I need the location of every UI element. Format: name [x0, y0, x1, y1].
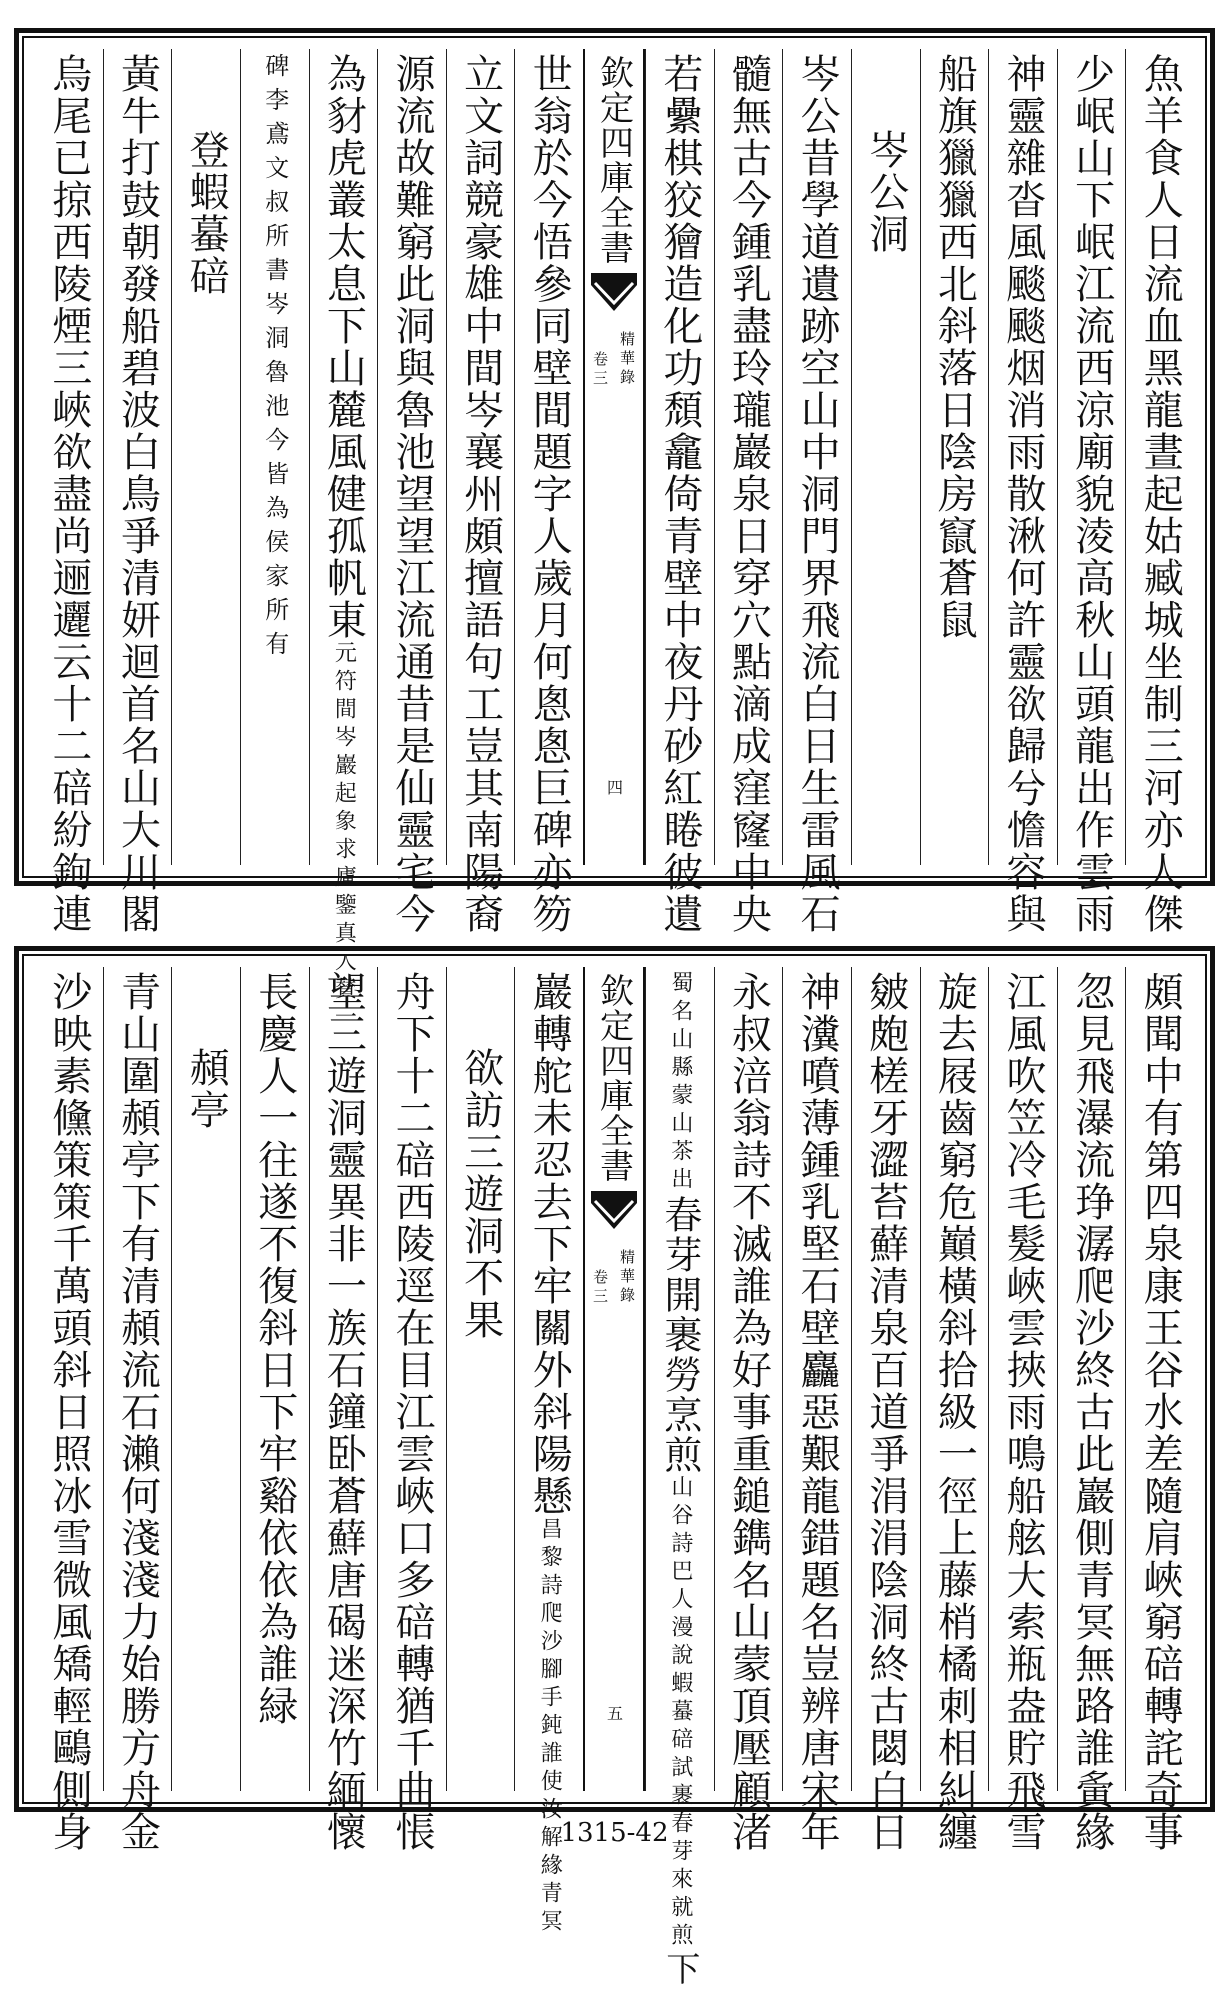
text-column: 烏尾已掠西陵煙三峽欲盡尚逦邐云十二碚紛鉤連 — [45, 53, 92, 935]
annotation-column: 碑李鳶文叔所書岑洞魯池今皆為侯家所有 — [240, 49, 309, 865]
text-column: 神靈雜沓風颷颷烟消雨散湫何許靈欲歸兮憺容與 — [988, 49, 1057, 865]
text-column: 江風吹笠冷毛髮峽雲挾雨鳴船舷大索瓶盎貯飛雪 — [988, 967, 1057, 1791]
text-column: 旋去屐齒窮危巔橫斜拾級一徑上藤梢橘刺相糾纏 — [920, 967, 989, 1791]
text-column: 髓無古今鍾乳盡玲瓏巖泉日穿穴點滴成窪窿中央 — [714, 49, 783, 865]
poem-title: 岑公洞 — [851, 49, 920, 865]
page-number: 五 — [604, 1705, 624, 1721]
annotation: 蜀名山縣蒙山茶出 — [667, 971, 693, 1195]
text-column: 岑公昔學道遺跡空山中洞門界飛流白日生雷風石 — [782, 49, 851, 865]
text-column: 少岷山下岷江流西涼廟貌淩高秋山頭龍出作雲雨 — [1057, 49, 1126, 865]
text-column: 若纍棋狡獪造化功頹龕倚青壁中夜丹砂紅睠彼遺 — [645, 49, 714, 865]
annotation: 昌黎詩爬沙腳手鈍誰使汝解緣青冥 — [537, 1517, 563, 1937]
annotation: 元符間岑巖起象求廬鑒真人賛一 — [331, 641, 357, 1033]
text-column: 神瀵噴薄鍾乳堅石壁麤惡艱龍錯題名豈辨唐宋年 — [782, 967, 851, 1791]
poem-title: 欲訪三遊洞不果 — [446, 967, 515, 1791]
book-series-title: 欽定四庫全書 — [593, 55, 634, 265]
book-title: 精華錄 — [618, 331, 636, 388]
text-column: 魚羊食人日流血黑龍晝起姑臧城坐制三河亦人傑 — [1125, 49, 1194, 865]
text-column: 長慶人一往遂不復斜日下牢谿依依為誰緑 — [240, 967, 309, 1791]
mixed-column: 巖轉舵未忍去下牢關外斜陽懸昌黎詩爬沙腳手鈍誰使汝解緣青冥 — [514, 967, 583, 1791]
fishtail-mark-icon — [589, 1189, 639, 1235]
poem-title: 頳亭 — [171, 967, 240, 1791]
text-column: 為豺虎叢太息下山麓風健孤帆東元符間岑巖起象求廬鑒真人賛一 — [309, 49, 378, 865]
page-center-column — [583, 967, 645, 1791]
text-column: 黃牛打鼓朝發船碧波白鳥爭清妍迴首名山大川閣 — [103, 49, 172, 865]
book-series-title: 欽定四庫全書 — [593, 973, 634, 1183]
page-number: 四 — [604, 779, 624, 795]
text-column: 源流故難窮此洞與魯池望望江流通昔是仙靈宅今 — [377, 49, 446, 865]
text-column: 青山圍頳亭下有清頳流石瀨何淺淺力始勝方舟金 — [103, 967, 172, 1791]
text-column: 望三遊洞靈異非一族石鐘卧蒼蘚唐碣迷深竹緬懷 — [309, 967, 378, 1791]
text-column: 船旗獵獵西北斜落日陰房竄蒼鼠 — [920, 49, 989, 865]
book-title: 精華錄 — [618, 1249, 636, 1306]
page-footer-number: 1315-42 — [560, 1818, 669, 1848]
mixed-column: 蜀名山縣蒙山茶出春芽開裹勞烹煎山谷詩巴人漫說蝦蟇碚試裹春芽來就煎下 — [645, 967, 714, 1791]
text-column: 皴皰槎牙澀苔蘚清泉百道爭涓涓陰洞終古閟白日 — [851, 967, 920, 1791]
top-page — [14, 28, 1215, 1033]
annotation: 山谷詩巴人漫說蝦蟇碚試裹春芽來就煎 — [667, 1475, 693, 1951]
text-column: 沙映素儵策策千萬頭斜日照冰雪微風矯輕鷗側身 — [45, 971, 92, 1853]
text-column: 世翁於今悟參同壁間題字人歲月何悤悤巨碑亦笏 — [514, 49, 583, 865]
page-center-column — [583, 49, 645, 865]
text-column: 忽見飛瀑流琤潺爬沙終古此巖側青冥無路誰夤緣 — [1057, 967, 1126, 1791]
text-column: 立文詞競豪雄中間岑襄州頗擅語句工豈其南陽裔 — [446, 49, 515, 865]
poem-title: 登蝦蟇碚 — [171, 49, 240, 865]
volume-number: 卷三 — [591, 1269, 609, 1307]
fishtail-mark-icon — [589, 271, 639, 317]
volume-number: 卷三 — [591, 351, 609, 389]
text-column: 永叔涪翁詩不滅誰為好事重鎚鐫名山蒙頂壓顧渚 — [714, 967, 783, 1791]
text-column: 舟下十二碚西陵逕在目江雲峽口多碚轉猶千曲悵 — [377, 967, 446, 1791]
text-column: 頗聞中有第四泉康王谷水差隨肩峽窮碚轉詫奇事 — [1125, 967, 1194, 1791]
